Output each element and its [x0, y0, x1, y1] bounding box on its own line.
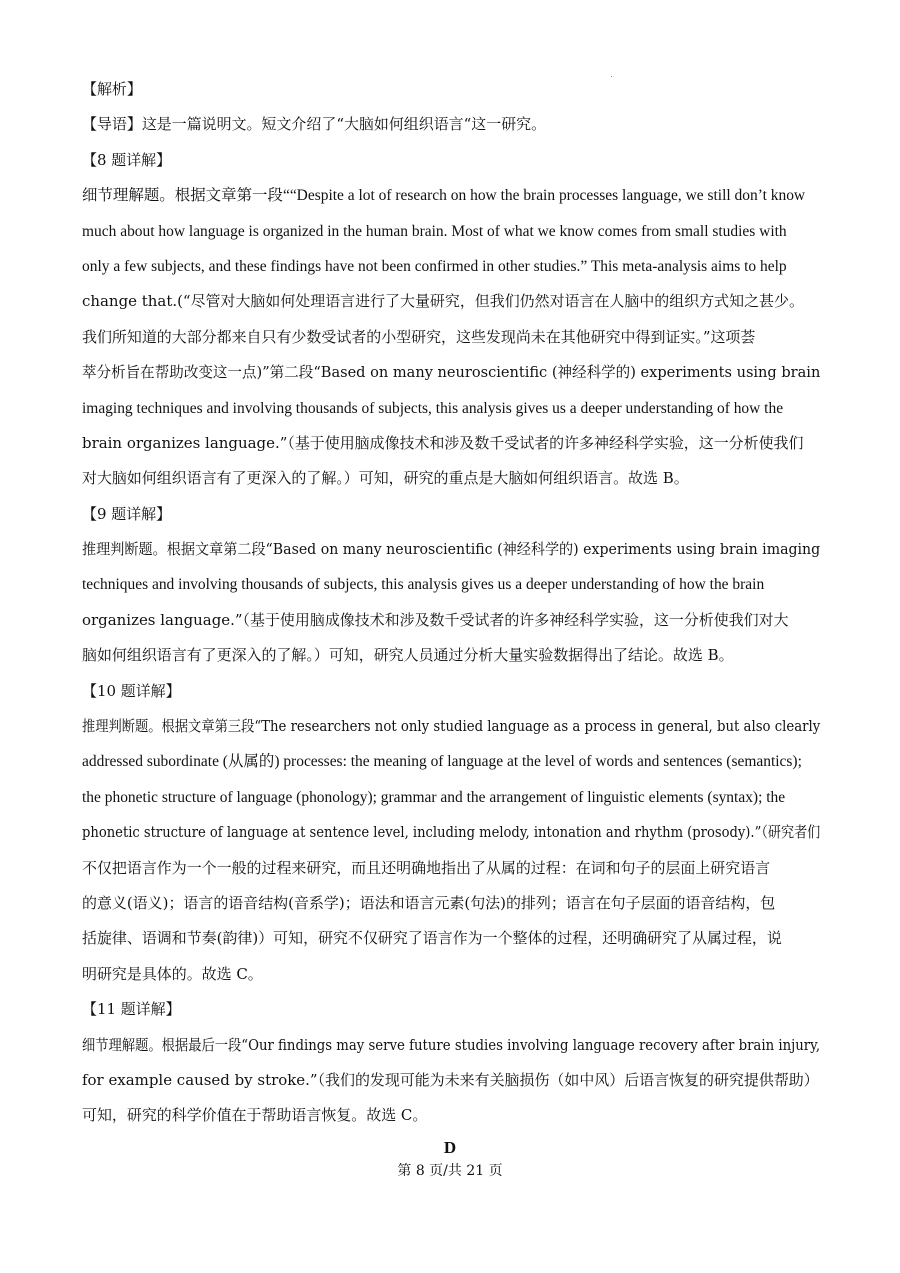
body-text — [82, 72, 822, 1134]
page-number: 第 8 页/共 21 页 — [397, 1163, 503, 1179]
q8-line-8: brain organizes language.”（基于使用脑成像技术和涉及数千受试者的许多神经科学实验，这一分析使我们 — [82, 433, 804, 452]
q10-line-4: phonetic structure of language at sentence level, including melody, intonation and rhythm (prosody).”（研究者们 — [82, 823, 821, 842]
q10-line-3: the phonetic structure of language (phonology); grammar and the arrangement of linguistic elements (syntax); the — [82, 788, 786, 806]
q10-line-7: 括旋律、语调和节奏(韵律)）可知，研究不仅研究了语言作为一个整体的过程，还明确研究了从属过程，说 — [82, 929, 782, 948]
heading-q10: 【10 题详解】 — [82, 681, 181, 700]
q8-line-5: 我们所知道的大部分都来自只有少数受试者的小型研究，这些发现尚未在其他研究中得到证实。”这项荟 — [82, 327, 756, 346]
q8-line-4: change that.(“尽管对大脑如何处理语言进行了大量研究，但我们仍然对语言在人脑中的组织方式知之甚少。 — [82, 292, 804, 311]
q8-line-2: much about how language is organized in the human brain. Most of what we know comes from small studies with — [82, 222, 787, 240]
q9-line-4: 脑如何组织语言有了更深入的了解。）可知，研究人员通过分析大量实验数据得出了结论。故选 B。 — [82, 646, 734, 665]
heading-q9: 【9 题详解】 — [82, 504, 172, 523]
q8-line-6: 萃分析旨在帮助改变这一点)”第二段“Based on many neuroscientific (神经科学的) experiments using brain — [82, 363, 821, 382]
q8-line-1: 细节理解题。根据文章第一段““Despite a lot of research on how the brain processes language, we still don’t know — [82, 187, 806, 205]
q10-line-5: 不仅把语言作为一个一般的过程来研究，而且还明确地指出了从属的过程：在词和句子的层面上研究语言 — [82, 858, 771, 877]
q11-line-1: 细节理解题。根据最后一段“Our findings may serve future studies involving language recovery after brain injury, — [82, 1035, 821, 1054]
q11-line-2: for example caused by stroke.”（我们的发现可能为未来有关脑损伤（如中风）后语言恢复的研究提供帮助） — [82, 1070, 819, 1089]
section-letter: D — [443, 1138, 457, 1157]
q8-line-7: imaging techniques and involving thousands of subjects, this analysis gives us a deeper understanding of how the — [82, 399, 784, 417]
q8-line-9: 对大脑如何组织语言有了更深入的了解。）可知，研究的重点是大脑如何组织语言。故选 B。 — [82, 469, 689, 488]
heading-q8: 【8 题详解】 — [82, 150, 172, 169]
q8-line-3: only a few subjects, and these findings have not been confirmed in other studies.” This meta-analysis aims to help — [82, 257, 787, 275]
q9-line-1: 推理判断题。根据文章第二段“Based on many neuroscientific (神经科学的) experiments using brain imaging — [82, 540, 821, 559]
heading-q11: 【11 题详解】 — [82, 1000, 181, 1019]
q10-line-6: 的意义(语义)；语言的语音结构(音系学)；语法和语言元素(句法)的排列；语言在句子层面的语音结构，包 — [82, 893, 776, 912]
q9-line-3: organizes language.”（基于使用脑成像技术和涉及数千受试者的许多神经科学实验，这一分析使我们对大 — [82, 610, 789, 629]
q11-line-3: 可知，研究的科学价值在于帮助语言恢复。故选 C。 — [82, 1106, 428, 1125]
q10-line-1: 推理判断题。根据文章第三段“The researchers not only studied language as a process in general, but also clearly — [82, 717, 821, 736]
q10-line-8: 明研究是具体的。故选 C。 — [82, 964, 263, 983]
q9-line-2: techniques and involving thousands of subjects, this analysis gives us a deeper understanding of how the brain — [82, 576, 765, 594]
heading-analysis: 【解析】 — [82, 80, 142, 98]
intro-line: 【导语】这是一篇说明文。短文介绍了“大脑如何组织语言“这一研究。 — [82, 115, 547, 134]
q10-line-2: addressed subordinate (从属的) processes: the meaning of language at the level of words and sentences (semantics); — [82, 753, 802, 771]
